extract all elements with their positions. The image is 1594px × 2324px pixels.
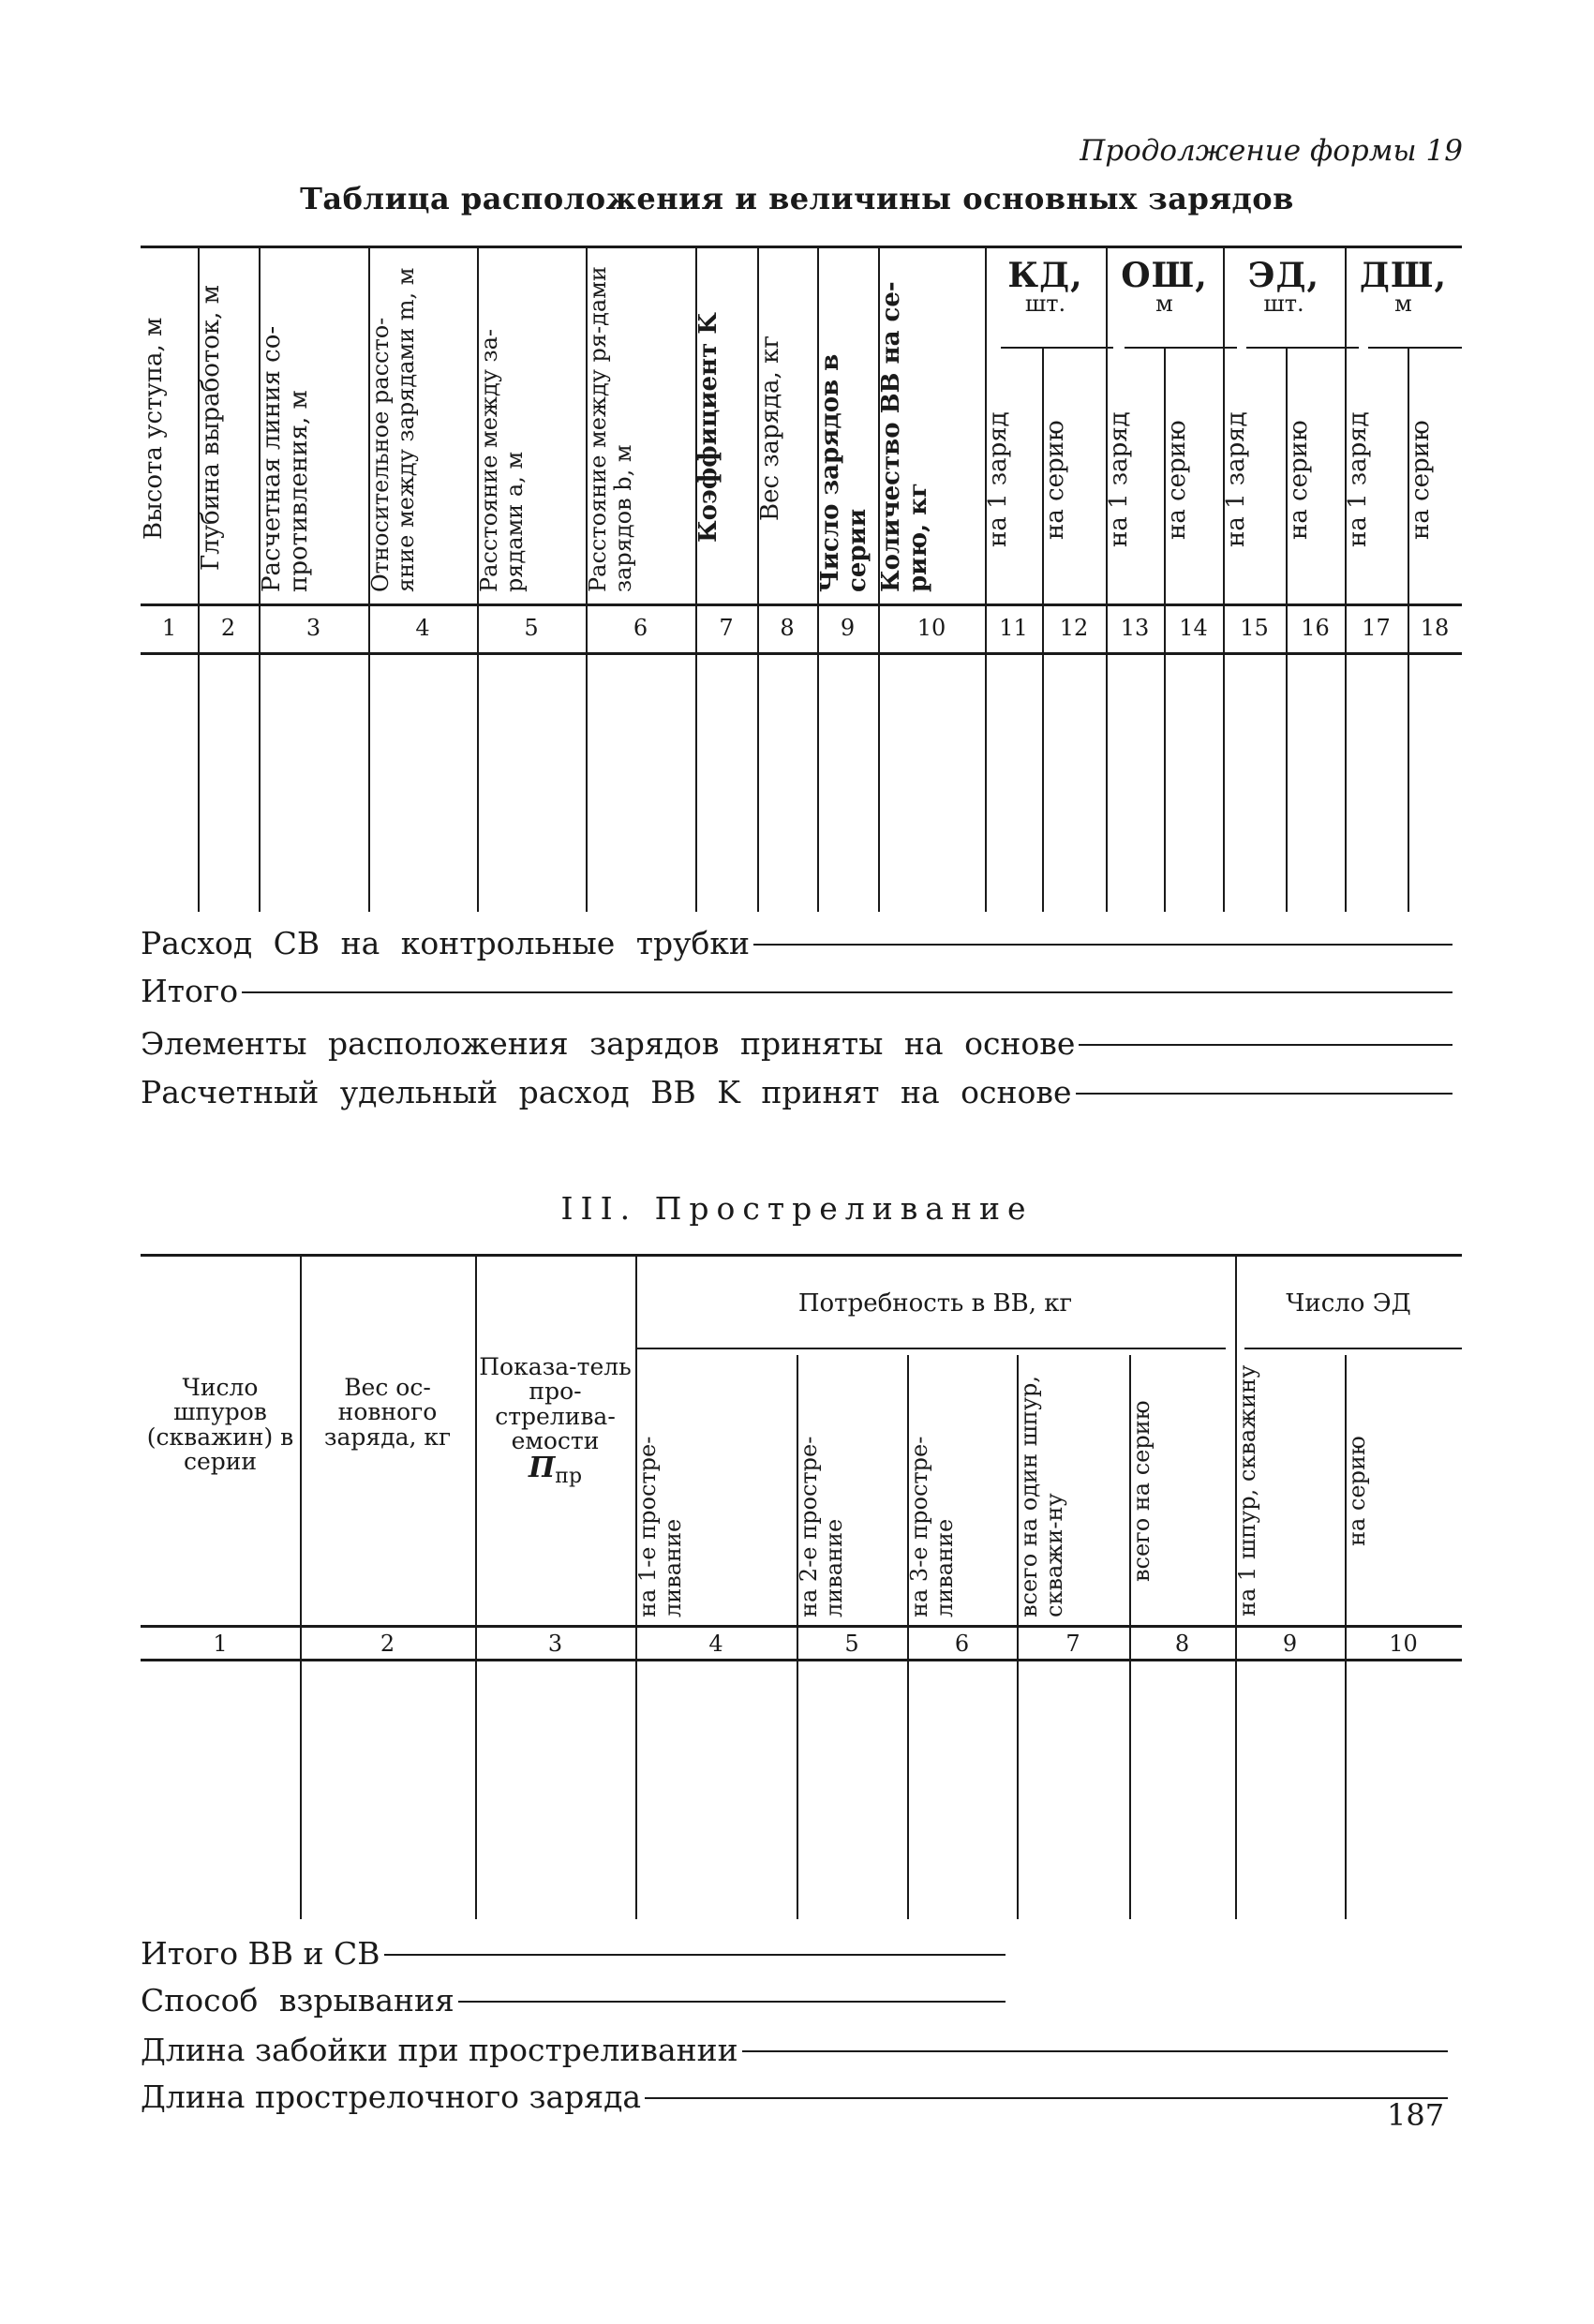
col-number: 1 [161,615,177,641]
col-number: 5 [524,615,539,641]
header-bench-height: Высота уступа, м [140,317,168,540]
header-explosive-per-series: Количество ВВ на се-рию, кг [877,281,933,592]
group-ed [1223,256,1345,317]
group-dsh-unit: м [1394,290,1412,317]
group-dsh [1345,256,1462,317]
group-osh-label: ОШ, [1121,256,1208,295]
col-number: 3 [305,615,321,641]
group-kd [985,256,1106,317]
stemming-length-label: Длина забойки при простреливании [141,2032,738,2068]
total-label: Итого [141,973,239,1009]
group-kd-unit: шт. [1024,290,1066,317]
group-rule-bb [635,1348,1226,1349]
col-number: 3 [547,1631,563,1657]
col-number: 13 [1120,615,1150,641]
table1-header-rule [141,603,1462,606]
table2-header-rule [141,1625,1462,1628]
header-holes-in-series: Число шпуров (скважин) в серии [146,1374,294,1475]
header-coefficient-k: Коэффициент K [694,313,723,544]
col-number: 15 [1240,615,1269,641]
col-number: 16 [1301,615,1330,641]
sub-kd-per-series: на серию [1041,420,1069,540]
col-number: 8 [1174,1631,1190,1657]
col-number: 14 [1179,615,1208,641]
group-rule-ed [1246,347,1359,349]
col-number: 2 [380,1631,395,1657]
blasting-method-label: Способ взрывания [141,1982,454,2019]
fill-line [645,2097,1448,2099]
col-number: 7 [719,615,734,641]
sub-second-chambering: на 2-е простре-ливание [796,1436,847,1617]
col-number: 10 [916,615,946,641]
col-divider [300,1254,302,1919]
sub-dsh-per-charge: на 1 заряд [1344,411,1372,548]
fill-line [458,2001,1006,2003]
group-ed-label: ЭД, [1247,256,1320,295]
fill-line [742,2050,1448,2052]
header-chambering-index [475,1355,635,1487]
total-bb-sv-label: Итого ВВ и СВ [141,1935,380,1972]
chambering-charge-length-line [141,2078,1448,2115]
sub-osh-per-charge: на 1 заряд [1105,411,1133,548]
chambering-table [141,1254,1462,1929]
section-title: III. Простреливание [560,1190,1034,1227]
charges-table [141,246,1462,912]
sub-ed-per-hole: на 1 шпур, скважину [1234,1364,1260,1617]
col-number: 6 [633,615,648,641]
table2-top-rule [141,1254,1462,1257]
header-working-depth: Глубина выработок, м [197,285,225,572]
group-ed-unit: шт. [1263,290,1304,317]
header-row-spacing: Расстояние между ря-дами зарядов b, м [585,266,636,592]
chambering-charge-length-label: Длина прострелочного заряда [141,2078,642,2115]
col-number: 12 [1059,615,1089,641]
header-main-charge-weight: Вес ос-новного заряда, кг [323,1374,452,1451]
chambering-index-label: Показа-тель про-стрелива-емости [479,1353,632,1454]
total-line [141,973,1452,1009]
control-tubes-label: Расход СВ на контрольные трубки [141,925,751,961]
group-bb-demand: Потребность в ВВ, кг [797,1289,1073,1318]
col-number: 5 [844,1631,859,1657]
specific-consumption-label: Расчетный удельный расход ВВ K принят на основе [141,1074,1072,1110]
header-charge-weight: Вес заряда, кг [756,335,784,521]
col-number: 4 [708,1631,723,1657]
sub-third-chambering: на 3-е простре-ливание [906,1436,958,1617]
col-number: 7 [1065,1631,1080,1657]
group-kd-label: КД, [1007,256,1083,295]
col-number: 18 [1420,615,1450,641]
chambering-index-symbol: П [528,1452,556,1484]
col-number: 9 [840,615,856,641]
page-number: 187 [1387,2097,1445,2133]
control-tubes-line [141,925,1452,961]
group-rule-dsh [1368,347,1462,349]
group-ed-count: Число ЭД [1286,1289,1411,1318]
group-dsh-label: ДШ, [1359,256,1448,295]
fill-line [753,944,1452,946]
col-number: 6 [954,1631,970,1657]
col-number: 2 [220,615,236,641]
fill-line [384,1954,1006,1956]
col-number: 17 [1362,615,1391,641]
blasting-method-line [141,1982,1006,2019]
table1-title: Таблица расположения и величины основных зарядов [300,181,1294,216]
stemming-length-line [141,2032,1448,2068]
group-rule-ed2 [1244,1348,1462,1349]
sub-ed-per-series: на серию [1344,1436,1370,1546]
group-osh-unit: м [1155,290,1173,317]
col-number: 11 [999,615,1028,641]
group-rule-kd [1001,347,1113,349]
col-number: 10 [1389,1631,1418,1657]
col-number: 9 [1282,1631,1298,1657]
sub-dsh-per-series: на серию [1407,420,1435,540]
group-rule-osh [1125,347,1237,349]
table1-number-rule [141,652,1462,655]
header-relative-spacing: Относительное рассто-яние между зарядами m, м [367,267,419,592]
sub-ed-per-charge: на 1 заряд [1222,411,1250,548]
table1-top-rule [141,246,1462,248]
header-burden: Расчетная линия со-противления, м [258,325,314,592]
continuation-note: Продолжение формы 19 [1080,134,1463,168]
total-bb-sv-line [141,1935,1006,1972]
sub-kd-per-charge: на 1 заряд [984,411,1012,548]
header-charge-spacing: Расстояние между за-рядами a, м [476,328,528,592]
sub-ed-per-series: на серию [1285,420,1313,540]
col-number: 8 [780,615,795,641]
sub-first-chambering: на 1-е простре-ливание [634,1436,686,1617]
col-number: 1 [213,1631,228,1657]
layout-basis-line [141,1025,1452,1062]
specific-consumption-line [141,1074,1452,1110]
col-number: 4 [415,615,430,641]
group-osh [1106,256,1223,317]
sub-total-per-hole: всего на один шпур, скважи-ну [1016,1375,1067,1617]
header-charges-in-series: Число зарядов в серии [816,353,872,592]
sub-total-per-series: всего на серию [1128,1400,1155,1582]
layout-basis-label: Элементы расположения зарядов приняты на основе [141,1025,1076,1062]
table2-number-rule [141,1659,1462,1661]
chambering-index-subscript: пр [555,1465,583,1488]
fill-line [1079,1044,1452,1046]
fill-line [242,991,1452,993]
fill-line [1076,1093,1453,1095]
col-divider [475,1254,477,1919]
sub-osh-per-series: на серию [1163,420,1191,540]
